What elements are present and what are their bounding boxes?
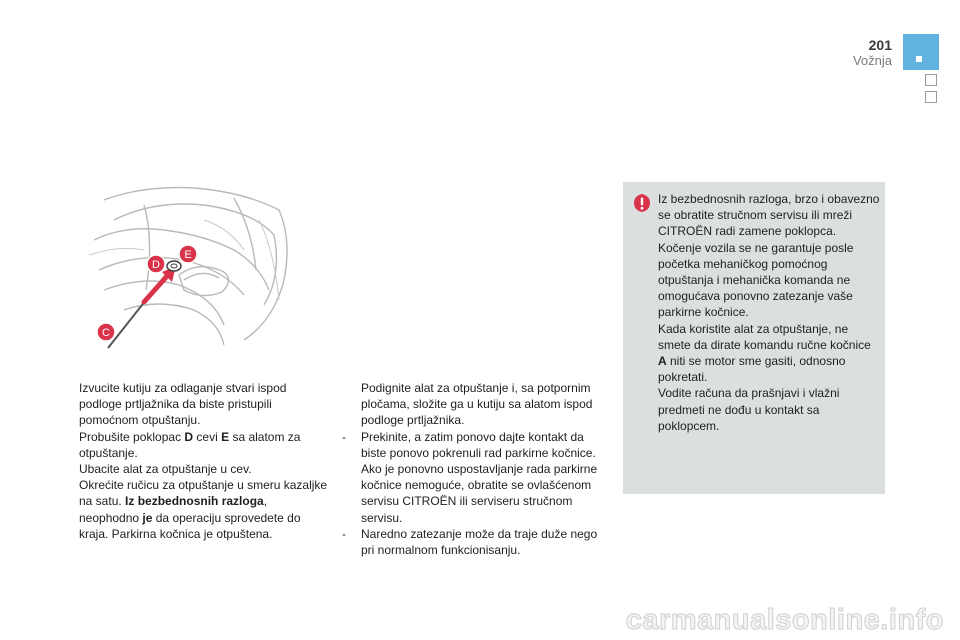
- warning-box: [623, 182, 885, 494]
- emphasis-text: Iz bezbednosnih razloga: [125, 494, 264, 509]
- list-item: [340, 526, 612, 558]
- marker-e: [179, 245, 197, 263]
- list-item: [58, 380, 328, 429]
- warning-paragraph: Kočenje vozila se ne garantuje posle početka mehaničkog pomoćnog otpuštanja i mehanička komanda ne omogućava ponovno zatezanje vaše parkirne kočnice.: [658, 240, 854, 320]
- warning-icon: [633, 193, 651, 213]
- chapter-tab-3[interactable]: [925, 91, 937, 103]
- instructions-column-1: [58, 380, 328, 542]
- warning-text-part: niti se motor sme gasiti, odnosno pokretati.: [658, 354, 846, 385]
- watermark: [0, 604, 960, 640]
- emphasis-text: je: [142, 510, 153, 525]
- svg-text:D: D: [152, 259, 160, 271]
- trunk-illustration: [84, 180, 296, 360]
- warning-text-part: Kada koristite alat za otpuštanje, ne smete da dirate komandu ručne kočnice: [658, 321, 871, 352]
- part-label-e: E: [221, 429, 230, 444]
- list-item: [58, 461, 328, 477]
- item-text: Naredno zatezanje može da traje duže nego pri normalnom funkcionisanju.: [361, 526, 598, 558]
- item-text: , neophodno: [79, 494, 268, 525]
- warning-paragraph: Iz bezbednosnih razloga, brzo i obavezno se obratite stručnom servisu ili mreži CITROËN radi zamene poklopca.: [658, 192, 880, 239]
- warning-paragraph: Vodite računa da prašnjavi i vlažni predmeti ne dođu u kontakt sa poklopcem.: [658, 386, 840, 433]
- item-text: Podignite alat za otpuštanje i, sa potpornim pločama, složite ga u kutiju sa alatom ispod podloge prtljažnika.: [361, 381, 593, 428]
- warning-paragraph: [658, 321, 880, 386]
- chapter-tab-active[interactable]: [903, 34, 939, 70]
- item-text: da operaciju sprovedete do kraja. Parkirna kočnica je otpuštena.: [79, 510, 301, 541]
- item-text: Okrećite ručicu za otpuštanje u smeru kazaljke na satu.: [79, 478, 328, 509]
- watermark-text: carmanualsonline.info: [625, 604, 944, 636]
- instructions-column-2: [340, 380, 612, 558]
- svg-text:C: C: [102, 327, 110, 339]
- section-title: Vožnja: [852, 53, 892, 68]
- svg-text:E: E: [184, 249, 192, 261]
- tab-dot: [916, 56, 922, 62]
- warning-text: [658, 191, 880, 434]
- list-item: [58, 477, 328, 542]
- page-number: 201: [868, 37, 892, 53]
- marker-c: [97, 323, 115, 341]
- list-item: [340, 429, 612, 526]
- item-text: Izvucite kutiju za odlaganje stvari ispod podloge prtljažnika da biste pristupili pomoćnom otpuštanju.: [79, 381, 287, 428]
- dash-bullet: -: [342, 526, 346, 541]
- item-text: Prekinite, a zatim ponovo dajte kontakt da biste ponovo pokrenuli rad parkirne kočnice. Ako je ponovno uspostavljanje rada parkirne kočnice nemoguće, obratite se ovlašćenom servisu CITROËN ili serviseru stručnom servisu.: [361, 429, 598, 525]
- list-item: [340, 380, 612, 429]
- chapter-tab-2[interactable]: [925, 74, 937, 86]
- part-label-a: A: [658, 354, 667, 369]
- item-text: sa alatom za otpuštanje.: [79, 429, 301, 460]
- marker-d: [147, 255, 165, 273]
- item-text: Probušite poklopac: [79, 429, 185, 444]
- item-text: Ubacite alat za otpuštanje u cev.: [79, 462, 252, 477]
- item-text: cevi: [193, 429, 222, 444]
- list-item: [58, 429, 328, 461]
- dash-bullet: -: [342, 429, 346, 444]
- part-label-d: D: [184, 429, 194, 444]
